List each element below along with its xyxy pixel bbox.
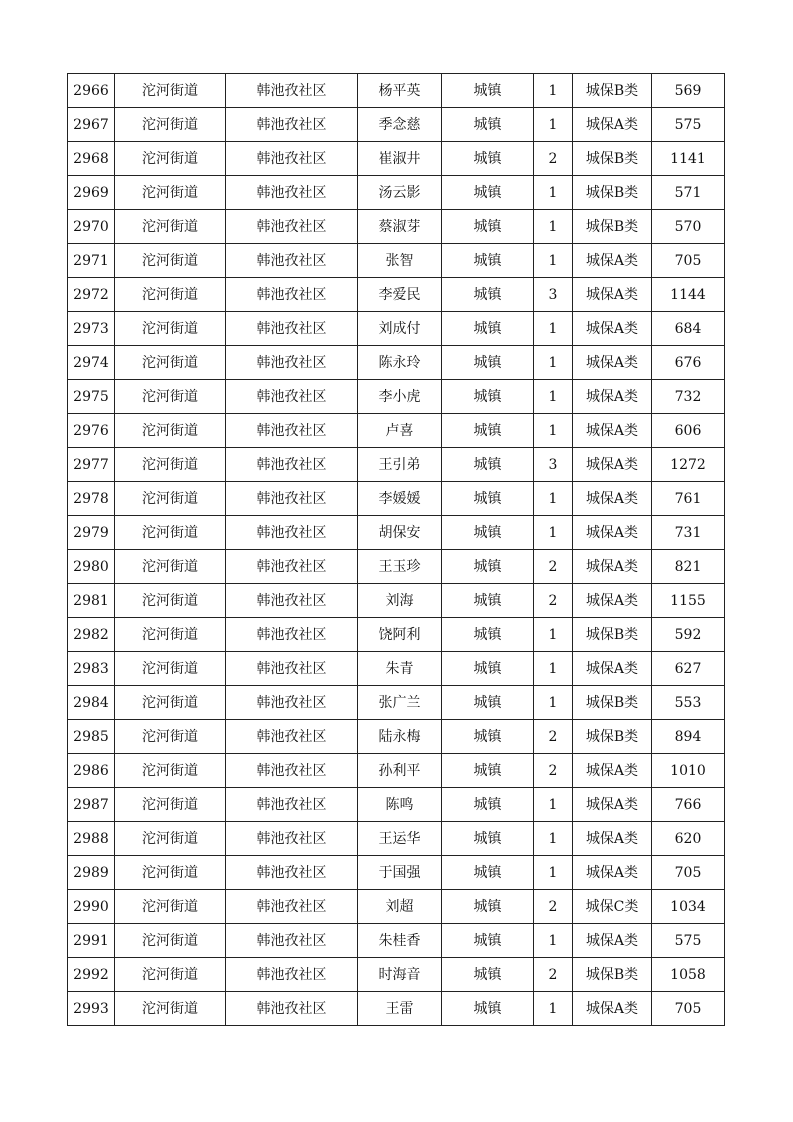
community-cell: 韩池孜社区 xyxy=(226,210,358,244)
record-id-cell: 2976 xyxy=(68,414,115,448)
community-cell: 韩池孜社区 xyxy=(226,414,358,448)
amount-cell: 705 xyxy=(652,244,725,278)
record-id-cell: 2990 xyxy=(68,890,115,924)
name-cell: 孙利平 xyxy=(358,754,442,788)
household-type-cell: 城镇 xyxy=(442,550,534,584)
member-count-cell: 1 xyxy=(534,312,573,346)
table-row xyxy=(68,448,725,482)
street-cell: 沱河街道 xyxy=(115,346,226,380)
table-row xyxy=(68,652,725,686)
member-count-cell: 1 xyxy=(534,108,573,142)
community-cell: 韩池孜社区 xyxy=(226,380,358,414)
name-cell: 王运华 xyxy=(358,822,442,856)
category-cell: 城保A类 xyxy=(573,414,652,448)
amount-cell: 1141 xyxy=(652,142,725,176)
street-cell: 沱河街道 xyxy=(115,890,226,924)
household-type-cell: 城镇 xyxy=(442,176,534,210)
table-row xyxy=(68,550,725,584)
amount-cell: 570 xyxy=(652,210,725,244)
amount-cell: 1034 xyxy=(652,890,725,924)
table-row xyxy=(68,244,725,278)
street-cell: 沱河街道 xyxy=(115,618,226,652)
amount-cell: 821 xyxy=(652,550,725,584)
member-count-cell: 2 xyxy=(534,754,573,788)
name-cell: 王玉珍 xyxy=(358,550,442,584)
community-cell: 韩池孜社区 xyxy=(226,788,358,822)
table-row xyxy=(68,788,725,822)
table-row xyxy=(68,992,725,1026)
member-count-cell: 1 xyxy=(534,482,573,516)
member-count-cell: 1 xyxy=(534,380,573,414)
member-count-cell: 1 xyxy=(534,652,573,686)
record-id-cell: 2986 xyxy=(68,754,115,788)
member-count-cell: 1 xyxy=(534,788,573,822)
member-count-cell: 1 xyxy=(534,244,573,278)
community-cell: 韩池孜社区 xyxy=(226,550,358,584)
member-count-cell: 1 xyxy=(534,74,573,108)
record-id-cell: 2982 xyxy=(68,618,115,652)
member-count-cell: 1 xyxy=(534,346,573,380)
name-cell: 李爱民 xyxy=(358,278,442,312)
community-cell: 韩池孜社区 xyxy=(226,958,358,992)
category-cell: 城保A类 xyxy=(573,822,652,856)
street-cell: 沱河街道 xyxy=(115,686,226,720)
member-count-cell: 3 xyxy=(534,278,573,312)
household-type-cell: 城镇 xyxy=(442,856,534,890)
category-cell: 城保A类 xyxy=(573,244,652,278)
record-id-cell: 2989 xyxy=(68,856,115,890)
record-id-cell: 2975 xyxy=(68,380,115,414)
member-count-cell: 1 xyxy=(534,176,573,210)
household-type-cell: 城镇 xyxy=(442,890,534,924)
name-cell: 饶阿利 xyxy=(358,618,442,652)
member-count-cell: 2 xyxy=(534,584,573,618)
amount-cell: 620 xyxy=(652,822,725,856)
amount-cell: 761 xyxy=(652,482,725,516)
member-count-cell: 2 xyxy=(534,142,573,176)
amount-cell: 569 xyxy=(652,74,725,108)
amount-cell: 1058 xyxy=(652,958,725,992)
category-cell: 城保A类 xyxy=(573,346,652,380)
category-cell: 城保B类 xyxy=(573,210,652,244)
household-type-cell: 城镇 xyxy=(442,312,534,346)
household-type-cell: 城镇 xyxy=(442,754,534,788)
street-cell: 沱河街道 xyxy=(115,788,226,822)
member-count-cell: 1 xyxy=(534,822,573,856)
household-type-cell: 城镇 xyxy=(442,74,534,108)
member-count-cell: 1 xyxy=(534,414,573,448)
record-id-cell: 2973 xyxy=(68,312,115,346)
street-cell: 沱河街道 xyxy=(115,176,226,210)
table-row xyxy=(68,686,725,720)
record-id-cell: 2977 xyxy=(68,448,115,482)
community-cell: 韩池孜社区 xyxy=(226,312,358,346)
street-cell: 沱河街道 xyxy=(115,278,226,312)
amount-cell: 575 xyxy=(652,924,725,958)
record-id-cell: 2974 xyxy=(68,346,115,380)
category-cell: 城保A类 xyxy=(573,924,652,958)
member-count-cell: 2 xyxy=(534,550,573,584)
table-row xyxy=(68,482,725,516)
table-row xyxy=(68,108,725,142)
record-id-cell: 2993 xyxy=(68,992,115,1026)
category-cell: 城保A类 xyxy=(573,380,652,414)
household-type-cell: 城镇 xyxy=(442,108,534,142)
member-count-cell: 2 xyxy=(534,890,573,924)
community-cell: 韩池孜社区 xyxy=(226,346,358,380)
category-cell: 城保A类 xyxy=(573,448,652,482)
table-row xyxy=(68,346,725,380)
name-cell: 王雷 xyxy=(358,992,442,1026)
amount-cell: 1010 xyxy=(652,754,725,788)
amount-cell: 766 xyxy=(652,788,725,822)
record-id-cell: 2988 xyxy=(68,822,115,856)
record-id-cell: 2966 xyxy=(68,74,115,108)
community-cell: 韩池孜社区 xyxy=(226,890,358,924)
member-count-cell: 1 xyxy=(534,856,573,890)
household-type-cell: 城镇 xyxy=(442,244,534,278)
street-cell: 沱河街道 xyxy=(115,142,226,176)
street-cell: 沱河街道 xyxy=(115,924,226,958)
category-cell: 城保A类 xyxy=(573,992,652,1026)
member-count-cell: 1 xyxy=(534,516,573,550)
records-table xyxy=(67,73,725,1026)
community-cell: 韩池孜社区 xyxy=(226,584,358,618)
street-cell: 沱河街道 xyxy=(115,822,226,856)
table-row xyxy=(68,516,725,550)
category-cell: 城保A类 xyxy=(573,516,652,550)
household-type-cell: 城镇 xyxy=(442,992,534,1026)
amount-cell: 894 xyxy=(652,720,725,754)
record-id-cell: 2978 xyxy=(68,482,115,516)
household-type-cell: 城镇 xyxy=(442,686,534,720)
category-cell: 城保A类 xyxy=(573,856,652,890)
amount-cell: 571 xyxy=(652,176,725,210)
street-cell: 沱河街道 xyxy=(115,210,226,244)
category-cell: 城保A类 xyxy=(573,584,652,618)
community-cell: 韩池孜社区 xyxy=(226,516,358,550)
name-cell: 于国强 xyxy=(358,856,442,890)
street-cell: 沱河街道 xyxy=(115,74,226,108)
record-id-cell: 2972 xyxy=(68,278,115,312)
household-type-cell: 城镇 xyxy=(442,142,534,176)
amount-cell: 676 xyxy=(652,346,725,380)
community-cell: 韩池孜社区 xyxy=(226,686,358,720)
name-cell: 时海音 xyxy=(358,958,442,992)
table-row xyxy=(68,924,725,958)
amount-cell: 592 xyxy=(652,618,725,652)
community-cell: 韩池孜社区 xyxy=(226,244,358,278)
amount-cell: 606 xyxy=(652,414,725,448)
category-cell: 城保B类 xyxy=(573,176,652,210)
category-cell: 城保A类 xyxy=(573,550,652,584)
member-count-cell: 2 xyxy=(534,958,573,992)
name-cell: 刘成付 xyxy=(358,312,442,346)
street-cell: 沱河街道 xyxy=(115,754,226,788)
street-cell: 沱河街道 xyxy=(115,414,226,448)
amount-cell: 627 xyxy=(652,652,725,686)
record-id-cell: 2980 xyxy=(68,550,115,584)
household-type-cell: 城镇 xyxy=(442,448,534,482)
amount-cell: 553 xyxy=(652,686,725,720)
category-cell: 城保A类 xyxy=(573,108,652,142)
name-cell: 张智 xyxy=(358,244,442,278)
street-cell: 沱河街道 xyxy=(115,448,226,482)
member-count-cell: 1 xyxy=(534,686,573,720)
community-cell: 韩池孜社区 xyxy=(226,720,358,754)
street-cell: 沱河街道 xyxy=(115,992,226,1026)
household-type-cell: 城镇 xyxy=(442,618,534,652)
amount-cell: 1272 xyxy=(652,448,725,482)
member-count-cell: 3 xyxy=(534,448,573,482)
name-cell: 季念慈 xyxy=(358,108,442,142)
name-cell: 蔡淑芽 xyxy=(358,210,442,244)
street-cell: 沱河街道 xyxy=(115,550,226,584)
household-type-cell: 城镇 xyxy=(442,210,534,244)
record-id-cell: 2979 xyxy=(68,516,115,550)
amount-cell: 684 xyxy=(652,312,725,346)
name-cell: 陆永梅 xyxy=(358,720,442,754)
community-cell: 韩池孜社区 xyxy=(226,754,358,788)
category-cell: 城保A类 xyxy=(573,482,652,516)
community-cell: 韩池孜社区 xyxy=(226,992,358,1026)
table-row xyxy=(68,720,725,754)
table-row xyxy=(68,414,725,448)
community-cell: 韩池孜社区 xyxy=(226,176,358,210)
table-row xyxy=(68,856,725,890)
household-type-cell: 城镇 xyxy=(442,278,534,312)
household-type-cell: 城镇 xyxy=(442,346,534,380)
street-cell: 沱河街道 xyxy=(115,584,226,618)
record-id-cell: 2992 xyxy=(68,958,115,992)
household-type-cell: 城镇 xyxy=(442,720,534,754)
community-cell: 韩池孜社区 xyxy=(226,108,358,142)
street-cell: 沱河街道 xyxy=(115,312,226,346)
table-row xyxy=(68,312,725,346)
household-type-cell: 城镇 xyxy=(442,414,534,448)
table-row xyxy=(68,176,725,210)
name-cell: 刘海 xyxy=(358,584,442,618)
record-id-cell: 2983 xyxy=(68,652,115,686)
household-type-cell: 城镇 xyxy=(442,380,534,414)
name-cell: 朱青 xyxy=(358,652,442,686)
street-cell: 沱河街道 xyxy=(115,380,226,414)
table-row xyxy=(68,890,725,924)
record-id-cell: 2971 xyxy=(68,244,115,278)
community-cell: 韩池孜社区 xyxy=(226,822,358,856)
record-id-cell: 2969 xyxy=(68,176,115,210)
amount-cell: 705 xyxy=(652,856,725,890)
member-count-cell: 1 xyxy=(534,618,573,652)
table-row xyxy=(68,278,725,312)
record-id-cell: 2970 xyxy=(68,210,115,244)
name-cell: 王引弟 xyxy=(358,448,442,482)
amount-cell: 731 xyxy=(652,516,725,550)
household-type-cell: 城镇 xyxy=(442,652,534,686)
amount-cell: 575 xyxy=(652,108,725,142)
record-id-cell: 2981 xyxy=(68,584,115,618)
record-id-cell: 2968 xyxy=(68,142,115,176)
record-id-cell: 2967 xyxy=(68,108,115,142)
record-id-cell: 2987 xyxy=(68,788,115,822)
category-cell: 城保B类 xyxy=(573,720,652,754)
member-count-cell: 1 xyxy=(534,210,573,244)
community-cell: 韩池孜社区 xyxy=(226,924,358,958)
household-type-cell: 城镇 xyxy=(442,958,534,992)
street-cell: 沱河街道 xyxy=(115,516,226,550)
category-cell: 城保A类 xyxy=(573,652,652,686)
record-id-cell: 2985 xyxy=(68,720,115,754)
community-cell: 韩池孜社区 xyxy=(226,448,358,482)
street-cell: 沱河街道 xyxy=(115,720,226,754)
street-cell: 沱河街道 xyxy=(115,958,226,992)
street-cell: 沱河街道 xyxy=(115,856,226,890)
name-cell: 李小虎 xyxy=(358,380,442,414)
street-cell: 沱河街道 xyxy=(115,482,226,516)
household-type-cell: 城镇 xyxy=(442,584,534,618)
household-type-cell: 城镇 xyxy=(442,482,534,516)
table-row xyxy=(68,142,725,176)
community-cell: 韩池孜社区 xyxy=(226,652,358,686)
name-cell: 张广兰 xyxy=(358,686,442,720)
community-cell: 韩池孜社区 xyxy=(226,278,358,312)
amount-cell: 732 xyxy=(652,380,725,414)
table-row xyxy=(68,958,725,992)
community-cell: 韩池孜社区 xyxy=(226,74,358,108)
community-cell: 韩池孜社区 xyxy=(226,856,358,890)
name-cell: 胡保安 xyxy=(358,516,442,550)
member-count-cell: 1 xyxy=(534,992,573,1026)
table-row xyxy=(68,754,725,788)
table-row xyxy=(68,618,725,652)
table-row xyxy=(68,584,725,618)
member-count-cell: 2 xyxy=(534,720,573,754)
household-type-cell: 城镇 xyxy=(442,924,534,958)
category-cell: 城保B类 xyxy=(573,142,652,176)
household-type-cell: 城镇 xyxy=(442,822,534,856)
household-type-cell: 城镇 xyxy=(442,788,534,822)
name-cell: 陈永玲 xyxy=(358,346,442,380)
table-row xyxy=(68,210,725,244)
records-body xyxy=(68,74,725,1026)
member-count-cell: 1 xyxy=(534,924,573,958)
category-cell: 城保C类 xyxy=(573,890,652,924)
amount-cell: 705 xyxy=(652,992,725,1026)
name-cell: 朱桂香 xyxy=(358,924,442,958)
category-cell: 城保B类 xyxy=(573,618,652,652)
record-id-cell: 2984 xyxy=(68,686,115,720)
table-row xyxy=(68,822,725,856)
community-cell: 韩池孜社区 xyxy=(226,482,358,516)
table-row xyxy=(68,380,725,414)
record-id-cell: 2991 xyxy=(68,924,115,958)
community-cell: 韩池孜社区 xyxy=(226,142,358,176)
name-cell: 陈鸣 xyxy=(358,788,442,822)
name-cell: 卢喜 xyxy=(358,414,442,448)
name-cell: 李媛媛 xyxy=(358,482,442,516)
amount-cell: 1155 xyxy=(652,584,725,618)
name-cell: 杨平英 xyxy=(358,74,442,108)
name-cell: 刘超 xyxy=(358,890,442,924)
category-cell: 城保A类 xyxy=(573,278,652,312)
street-cell: 沱河街道 xyxy=(115,244,226,278)
household-type-cell: 城镇 xyxy=(442,516,534,550)
street-cell: 沱河街道 xyxy=(115,652,226,686)
table-row xyxy=(68,74,725,108)
category-cell: 城保B类 xyxy=(573,686,652,720)
category-cell: 城保B类 xyxy=(573,74,652,108)
category-cell: 城保A类 xyxy=(573,788,652,822)
category-cell: 城保A类 xyxy=(573,754,652,788)
category-cell: 城保B类 xyxy=(573,958,652,992)
amount-cell: 1144 xyxy=(652,278,725,312)
category-cell: 城保A类 xyxy=(573,312,652,346)
name-cell: 汤云影 xyxy=(358,176,442,210)
name-cell: 崔淑井 xyxy=(358,142,442,176)
street-cell: 沱河街道 xyxy=(115,108,226,142)
community-cell: 韩池孜社区 xyxy=(226,618,358,652)
